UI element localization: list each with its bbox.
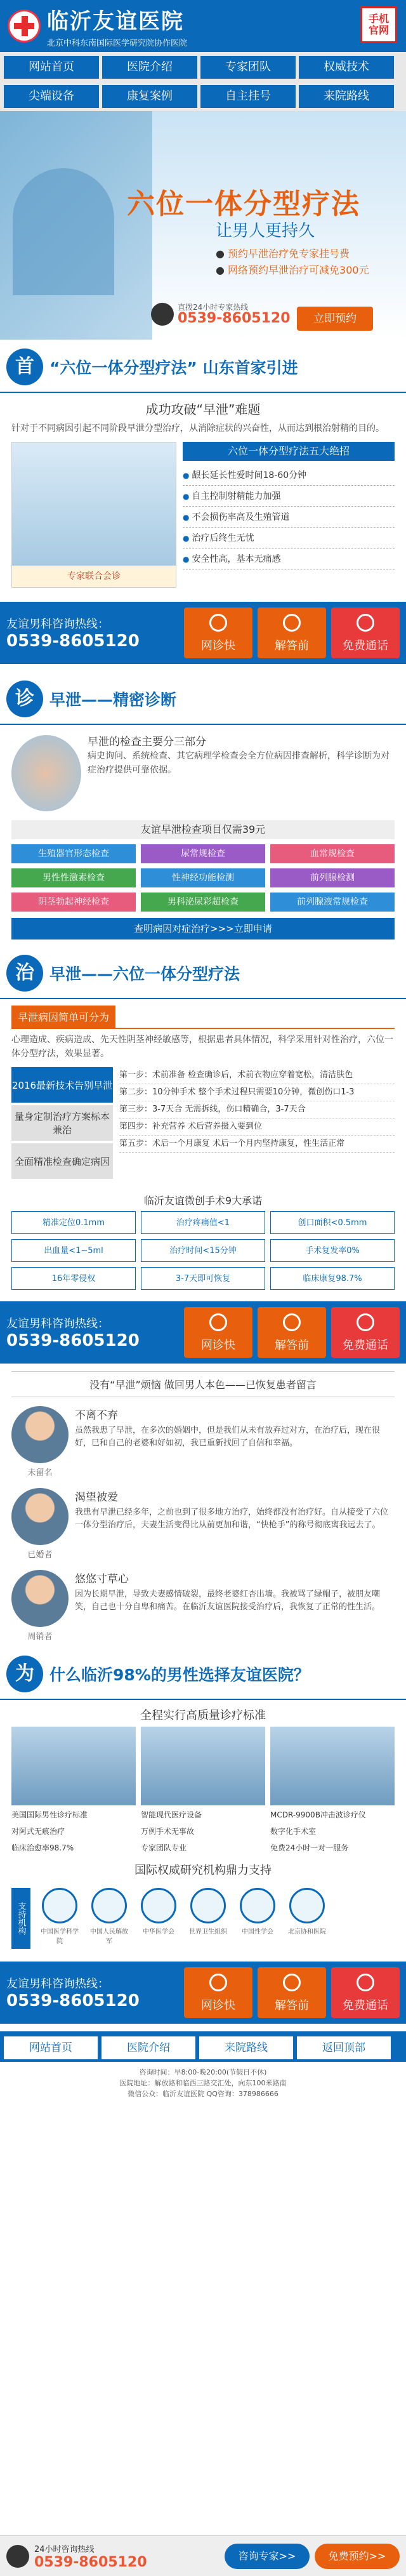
standard-item: 美国国际男性诊疗标准 bbox=[11, 1810, 88, 1819]
treatment-steps bbox=[119, 1067, 395, 1181]
support-title: 国际权威研究机构鼎力支持 bbox=[134, 1864, 272, 1877]
standard-item: MCDR-9900B冲击波诊疗仪 bbox=[270, 1810, 366, 1819]
exam-item[interactable]: 血常规检查 bbox=[270, 844, 395, 863]
section-subtitle: 成功攻破“早泄”难题 bbox=[145, 402, 261, 417]
avatar bbox=[11, 1488, 69, 1545]
facility-photo bbox=[11, 1727, 136, 1805]
testimonial bbox=[0, 1565, 406, 1647]
hospital-subtitle: 北京中科东南国际医学研究院协作医院 bbox=[47, 39, 188, 48]
header bbox=[0, 0, 406, 52]
step-row: 第二步：10分钟手术 整个手术过程只需要10分钟，微创伤口1-3 bbox=[119, 1084, 395, 1101]
contacts: 微信公众：临沂友谊医院 QQ咨询：378986666 bbox=[128, 2090, 278, 2098]
org-logo-icon bbox=[289, 1888, 325, 1923]
answer-button[interactable]: 解答前 bbox=[258, 1967, 326, 2018]
standard-item: 万例手术无事故 bbox=[141, 1827, 195, 1836]
free-appointment-button[interactable]: 免费预约>> bbox=[315, 2544, 400, 2569]
promise-title: 临沂友谊微创手术9大承诺 bbox=[143, 1195, 263, 1207]
banner-phone-label: 直拨24小时专家热线 bbox=[178, 303, 249, 312]
section-treatment bbox=[0, 946, 406, 999]
patient-name: 未留名 bbox=[27, 1468, 53, 1478]
phone-icon bbox=[357, 614, 374, 632]
step-row: 第五步：术后一个月康复 术后一个月内坚持康复，性生活正常 bbox=[119, 1136, 395, 1153]
advantage-item: ● 龈长延长性爱时间18-60分钟 bbox=[183, 465, 395, 486]
nav-home[interactable]: 网站首页 bbox=[4, 56, 99, 79]
banner-line-2: ● 网络预约早泄治疗可减免300元 bbox=[216, 264, 369, 276]
section-badge: 首 bbox=[6, 349, 43, 385]
exam-item[interactable]: 前列腺检测 bbox=[270, 868, 395, 887]
org-logo-icon bbox=[91, 1888, 127, 1923]
section-title: 早泄——精密诊断 bbox=[49, 691, 177, 709]
nav-equipment[interactable]: 尖端设备 bbox=[4, 85, 99, 108]
apply-link[interactable]: 查明病因对症治疗>>>立即申请 bbox=[11, 918, 395, 939]
promise-item: 出血量<1~5ml bbox=[11, 1239, 136, 1262]
org-logo-icon bbox=[190, 1888, 226, 1923]
step-row: 第一步：术前准备 检查确诊后，术前衣物应穿着宽松，清洁肤色 bbox=[119, 1067, 395, 1084]
testimonial-heading: 不离不弃 bbox=[75, 1409, 118, 1422]
step-row: 第四步：补充营养 术后营养摄入要到位 bbox=[119, 1119, 395, 1136]
nav-register[interactable]: 自主挂号 bbox=[200, 85, 296, 108]
exam-price-bar: 友谊早泄检查项目仅需39元 bbox=[11, 820, 395, 839]
answer-icon bbox=[283, 614, 301, 632]
online-chat-button[interactable]: 网诊快 bbox=[184, 607, 252, 658]
appointment-button[interactable]: 立即预约 bbox=[297, 307, 373, 331]
banner-title: 六位一体分型疗法 bbox=[127, 188, 360, 220]
facility-photo bbox=[270, 1727, 395, 1805]
org-logo-icon bbox=[240, 1888, 275, 1923]
org-item: 世界卫生组织 bbox=[188, 1888, 228, 1949]
advantage-item: ● 自主控制射精能力加强 bbox=[183, 486, 395, 507]
free-call-button[interactable]: 免费通话 bbox=[331, 607, 400, 658]
footer-top[interactable]: 返回顶部 bbox=[297, 2036, 391, 2059]
nav-route[interactable]: 来院路线 bbox=[299, 85, 394, 108]
promise-item: 手术复发率0% bbox=[270, 1239, 395, 1262]
step-row: 第三步：3-7天合 无需拆线，伤口精确合，3-7天合 bbox=[119, 1101, 395, 1119]
promise-item: 创口面积<0.5mm bbox=[270, 1211, 395, 1234]
mobile-site-stamp: 手机官网 bbox=[360, 6, 397, 43]
testimonials-title: 没有“早泄”烦恼 做回男人本色——已恢复患者留言 bbox=[11, 1371, 395, 1397]
chat-icon bbox=[209, 614, 227, 632]
cause-tab: 早泄病因简单可分为 bbox=[11, 1006, 115, 1028]
diagnosis-text: 病史询问、系统检查、其它病理学检查会全方位病因排查解析，科学诊断为对症治疗提供可靠依据。 bbox=[88, 751, 390, 775]
section-badge: 诊 bbox=[6, 681, 43, 717]
banner-line-1: ● 预约早泄治疗免专家挂号费 bbox=[216, 248, 350, 260]
org-item: 中国性学会 bbox=[237, 1888, 278, 1949]
answer-icon bbox=[283, 1313, 301, 1331]
standard-item: 对阿式无痕治疗 bbox=[11, 1827, 65, 1836]
section-title: 什么临沂98%的男性选择友谊医院？ bbox=[49, 1666, 310, 1684]
highlight-item: 全面精准检查确定病因 bbox=[11, 1143, 113, 1179]
avatar bbox=[11, 1570, 69, 1627]
org-tag: 支持机构 bbox=[11, 1888, 30, 1949]
consult-time: 咨询时间：早8:00-晚20:00(节假日不休) bbox=[139, 2068, 267, 2076]
answer-icon bbox=[283, 1974, 301, 1991]
hospital-name: 临沂友谊医院 bbox=[47, 9, 184, 34]
standard-item: 智能现代医疗设备 bbox=[141, 1810, 202, 1819]
org-item: 中国人民解放军 bbox=[89, 1888, 129, 1949]
phone-icon bbox=[151, 303, 174, 326]
section-badge: 治 bbox=[6, 955, 43, 992]
promise-item: 临床康复98.7% bbox=[270, 1267, 395, 1290]
nav-tech[interactable]: 权威技术 bbox=[299, 56, 394, 79]
nav-cases[interactable]: 康复案例 bbox=[102, 85, 197, 108]
promise-item: 16年零侵权 bbox=[11, 1267, 136, 1290]
contact-bar bbox=[0, 1962, 406, 2024]
org-logo-icon bbox=[42, 1888, 77, 1923]
section-title: 早泄——六位一体分型疗法 bbox=[49, 965, 240, 983]
nav-experts[interactable]: 专家团队 bbox=[200, 56, 296, 79]
promise-item: 治疗疼痛值<1 bbox=[141, 1211, 265, 1234]
standard-item: 数字化手术室 bbox=[270, 1827, 317, 1836]
surgery-image bbox=[0, 111, 152, 340]
hotline-label: 友谊男科咨询热线： bbox=[6, 618, 109, 631]
section-why bbox=[0, 1647, 406, 1700]
bottom-phone[interactable]: 0539-8605120 bbox=[34, 2554, 147, 2570]
experts-image bbox=[11, 442, 176, 588]
testimonial-heading: 悠悠寸草心 bbox=[75, 1573, 129, 1586]
standard-item: 免费24小时一对一服务 bbox=[270, 1843, 349, 1852]
advantage-item: ● 不会损伤率高及生殖管道 bbox=[183, 507, 395, 528]
footer-home[interactable]: 网站首页 bbox=[4, 2036, 98, 2059]
chat-icon bbox=[209, 1313, 227, 1331]
advantages-title: 六位一体分型疗法五大绝招 bbox=[183, 442, 395, 461]
org-list bbox=[0, 1882, 406, 1954]
answer-button[interactable]: 解答前 bbox=[258, 1307, 326, 1358]
testimonial-text: 我患有早泄已经多年，之前也到了很多地方治疗，始终都没有治疗好。自从接受了六位一体分型治疗后，夫妻生活变得比从前更加和谐，“快枪手”的称号彻底离我远去了。 bbox=[75, 1508, 389, 1530]
hero-banner bbox=[0, 111, 406, 340]
treatment-highlights bbox=[11, 1067, 113, 1181]
exam-item[interactable]: 生殖器官形态检查 bbox=[11, 844, 136, 863]
banner-phone[interactable]: 0539-8605120 bbox=[178, 310, 291, 326]
cause-text: 心理造成、疾病造成、先天性阴茎神经敏感等，根据患者具体情况，科学采用针对性治疗，六位一体分型疗法，效果显著。 bbox=[11, 1035, 393, 1059]
free-call-button[interactable]: 免费通话 bbox=[331, 1307, 400, 1358]
free-call-button[interactable]: 免费通话 bbox=[331, 1967, 400, 2018]
contact-bar bbox=[0, 1301, 406, 1364]
footer-nav bbox=[0, 2031, 406, 2062]
section-diagnosis bbox=[0, 672, 406, 725]
highlight-item: 量身定制治疗方案标本兼治 bbox=[11, 1105, 113, 1141]
exam-item[interactable]: 前列腺液常规检查 bbox=[270, 893, 395, 912]
footer-info bbox=[0, 2062, 406, 2104]
section-first bbox=[0, 340, 406, 393]
testimonial bbox=[0, 1401, 406, 1483]
facility-photos bbox=[0, 1727, 406, 1805]
diagnosis-image bbox=[11, 735, 81, 811]
org-logo-icon bbox=[141, 1888, 176, 1923]
online-chat-button[interactable]: 网诊快 bbox=[184, 1307, 252, 1358]
testimonial-text: 因为长期早泄，导致夫妻感情破裂，最终老婆红杏出墙。我被骂了绿帽子，被朋友嘲笑，自己也十分自卑和痛苦。在临沂友谊医院接受治疗后，我恢复了正常的性生活。 bbox=[75, 1590, 381, 1612]
section-title: “六位一体分型疗法” 山东首家引进 bbox=[49, 359, 298, 377]
consult-expert-button[interactable]: 咨询专家>> bbox=[225, 2544, 310, 2569]
promise-grid bbox=[0, 1207, 406, 1294]
standard-item: 专家团队专业 bbox=[141, 1843, 187, 1852]
exam-item[interactable]: 阴茎勃起神经检查 bbox=[11, 893, 136, 912]
hotline-label: 友谊男科咨询热线： bbox=[6, 1977, 109, 1991]
exam-item[interactable]: 尿常规检查 bbox=[141, 844, 265, 863]
highlight-item: 2016最新技术告别早泄 bbox=[11, 1067, 113, 1103]
promise-item: 治疗时间<15分钟 bbox=[141, 1239, 265, 1262]
standard-list bbox=[0, 1805, 406, 1857]
section-paragraph: 针对于不同病因引起不同阶段早泄分型治疗，从消除症状的兴奋性，从而达到根治射精的目的。 bbox=[11, 423, 384, 434]
advantage-item: ● 治疗后终生无忧 bbox=[183, 528, 395, 548]
exam-item[interactable]: 男性性激素检查 bbox=[11, 868, 136, 887]
org-item: 中国医学科学院 bbox=[39, 1888, 80, 1949]
hotline-number[interactable]: 0539-8605120 bbox=[6, 1331, 140, 1350]
advantages-list bbox=[183, 442, 395, 588]
diagnosis-heading: 早泄的检查主要分三部分 bbox=[88, 736, 206, 748]
testimonial bbox=[0, 1483, 406, 1565]
standard-item: 临床治愈率98.7% bbox=[11, 1843, 74, 1852]
facility-photo bbox=[141, 1727, 265, 1805]
footer-intro[interactable]: 医院介绍 bbox=[102, 2036, 195, 2059]
phone-icon bbox=[357, 1974, 374, 1991]
bottom-label: 24小时咨询热线 bbox=[34, 2544, 95, 2554]
testimonial-heading: 渴望被爱 bbox=[75, 1491, 118, 1504]
address: 医院地址：解放路和临西三路交汇处，向东100米路南 bbox=[119, 2079, 287, 2087]
chat-icon bbox=[209, 1974, 227, 1991]
experts-caption: 专家联合会诊 bbox=[12, 566, 176, 587]
hospital-logo-icon bbox=[8, 10, 41, 43]
hotline-label: 友谊男科咨询热线： bbox=[6, 1317, 109, 1331]
avatar bbox=[11, 1406, 69, 1463]
section-badge: 为 bbox=[6, 1656, 43, 1692]
top-nav bbox=[0, 52, 406, 111]
footer-route[interactable]: 来院路线 bbox=[199, 2036, 293, 2059]
answer-button[interactable]: 解答前 bbox=[258, 607, 326, 658]
org-item: 北京协和医院 bbox=[287, 1888, 327, 1949]
promise-item: 精准定位0.1mm bbox=[11, 1211, 136, 1234]
standard-title: 全程实行高质量诊疗标准 bbox=[140, 1709, 266, 1722]
hotline-number[interactable]: 0539-8605120 bbox=[6, 632, 140, 651]
contact-bar bbox=[0, 602, 406, 664]
exam-items bbox=[0, 844, 406, 912]
exam-item[interactable]: 男科泌尿彩超检查 bbox=[141, 893, 265, 912]
promise-item: 3-7天即可恢复 bbox=[141, 1267, 265, 1290]
testimonial-text: 虽然我患了早泄，在多次的婚姻中，但是我们从未有放弃过对方，在治疗后，现在很好，已和自己的老婆和好如初，我已重新找回了自信和幸福。 bbox=[75, 1426, 381, 1448]
phone-icon bbox=[357, 1313, 374, 1331]
exam-item[interactable]: 性神经功能检测 bbox=[141, 868, 265, 887]
online-chat-button[interactable]: 网诊快 bbox=[184, 1967, 252, 2018]
org-item: 中华医学会 bbox=[138, 1888, 179, 1949]
hotline-number[interactable]: 0539-8605120 bbox=[6, 1991, 140, 2010]
patient-name: 周销者 bbox=[27, 1632, 53, 1642]
patient-name: 已婚者 bbox=[27, 1550, 53, 1560]
banner-subtitle: 让男人更持久 bbox=[216, 222, 315, 241]
nav-intro[interactable]: 医院介绍 bbox=[102, 56, 197, 79]
fixed-bottom-bar bbox=[0, 2535, 406, 2576]
advantage-item: ● 安全性高，基本无痛感 bbox=[183, 548, 395, 569]
phone-icon bbox=[6, 2545, 29, 2568]
